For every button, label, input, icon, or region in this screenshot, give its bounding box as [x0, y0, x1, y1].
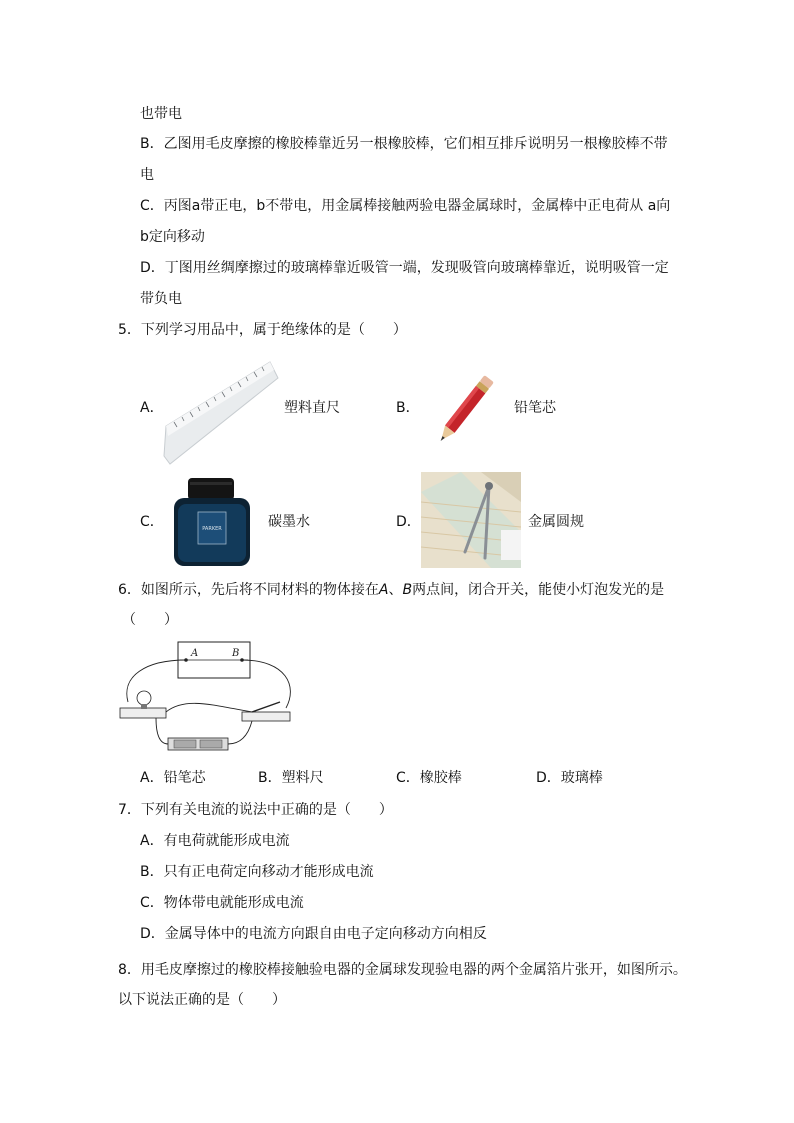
q7-option-b: B．只有正电荷定向移动才能形成电流 — [140, 864, 374, 880]
q6-option-d: D．玻璃棒 — [536, 770, 603, 786]
q6-option-b: B．塑料尺 — [258, 770, 324, 786]
q6-option-c: C．橡胶棒 — [396, 770, 462, 786]
q5-option-d-letter: D． — [396, 514, 421, 530]
pencil-image — [428, 366, 500, 456]
q5-option-c-letter: C． — [140, 514, 164, 530]
plastic-ruler-image — [162, 356, 280, 466]
q6-option-a: A．铅笔芯 — [140, 770, 206, 786]
bulb-icon — [137, 691, 151, 705]
q5-option-c-text: 碳墨水 — [268, 514, 310, 530]
ink-brand-label: PARKER — [202, 526, 222, 532]
q4-option-c-line1: C．丙图a带正电，b不带电，用金属棒接触两验电器金属球时，金属棒中正电荷从 a向 — [140, 198, 671, 214]
q5-option-b-letter: B． — [396, 400, 420, 416]
q5-option-b-text: 铅笔芯 — [514, 400, 556, 416]
metal-compass-image — [421, 472, 521, 568]
q7-option-c: C．物体带电就能形成电流 — [140, 895, 304, 911]
point-a-label: A — [191, 648, 199, 659]
circuit-diagram — [116, 636, 306, 758]
q7-option-d: D．金属导体中的电流方向跟自由电子定向移动方向相反 — [140, 926, 487, 942]
q8-stem-line2: 以下说法正确的是（ ） — [118, 992, 286, 1008]
bulb-base — [120, 708, 166, 718]
q4-option-d-line2: 带负电 — [140, 291, 182, 307]
switch-base — [242, 712, 290, 721]
q4-option-d-line1: D．丁图用丝绸摩擦过的玻璃棒靠近吸管一端，发现吸管向玻璃棒靠近，说明吸管一定 — [140, 260, 669, 276]
q4-option-b-line1: B．乙图用毛皮摩擦的橡胶棒靠近另一根橡胶棒，它们相互排斥说明另一根橡胶棒不带 — [140, 136, 668, 152]
q5-stem: 5．下列学习用品中，属于绝缘体的是（ ） — [118, 322, 407, 338]
q5-option-d-text: 金属圆规 — [528, 514, 584, 530]
q7-option-a: A．有电荷就能形成电流 — [140, 833, 290, 849]
q6-stem-line1: 6．如图所示，先后将不同材料的物体接在A、B两点间，闭合开关，能使小灯泡发光的是 — [118, 582, 665, 598]
q4-option-a-continuation: 也带电 — [140, 106, 182, 122]
q8-stem-line1: 8．用毛皮摩擦过的橡胶棒接触验电器的金属球发现验电器的两个金属箔片张开，如图所示。 — [118, 962, 687, 978]
q5-option-a-text: 塑料直尺 — [284, 400, 340, 416]
switch-lever-icon — [252, 702, 280, 712]
q6-stem-line2: （ ） — [122, 612, 178, 628]
q4-option-b-line2: 电 — [140, 167, 154, 183]
q7-stem: 7．下列有关电流的说法中正确的是（ ） — [118, 802, 393, 818]
q4-option-c-line2: b定向移动 — [140, 229, 205, 245]
q5-option-a-letter: A． — [140, 400, 164, 416]
ink-bottle-image — [168, 474, 256, 568]
point-b-label: B — [232, 648, 240, 659]
